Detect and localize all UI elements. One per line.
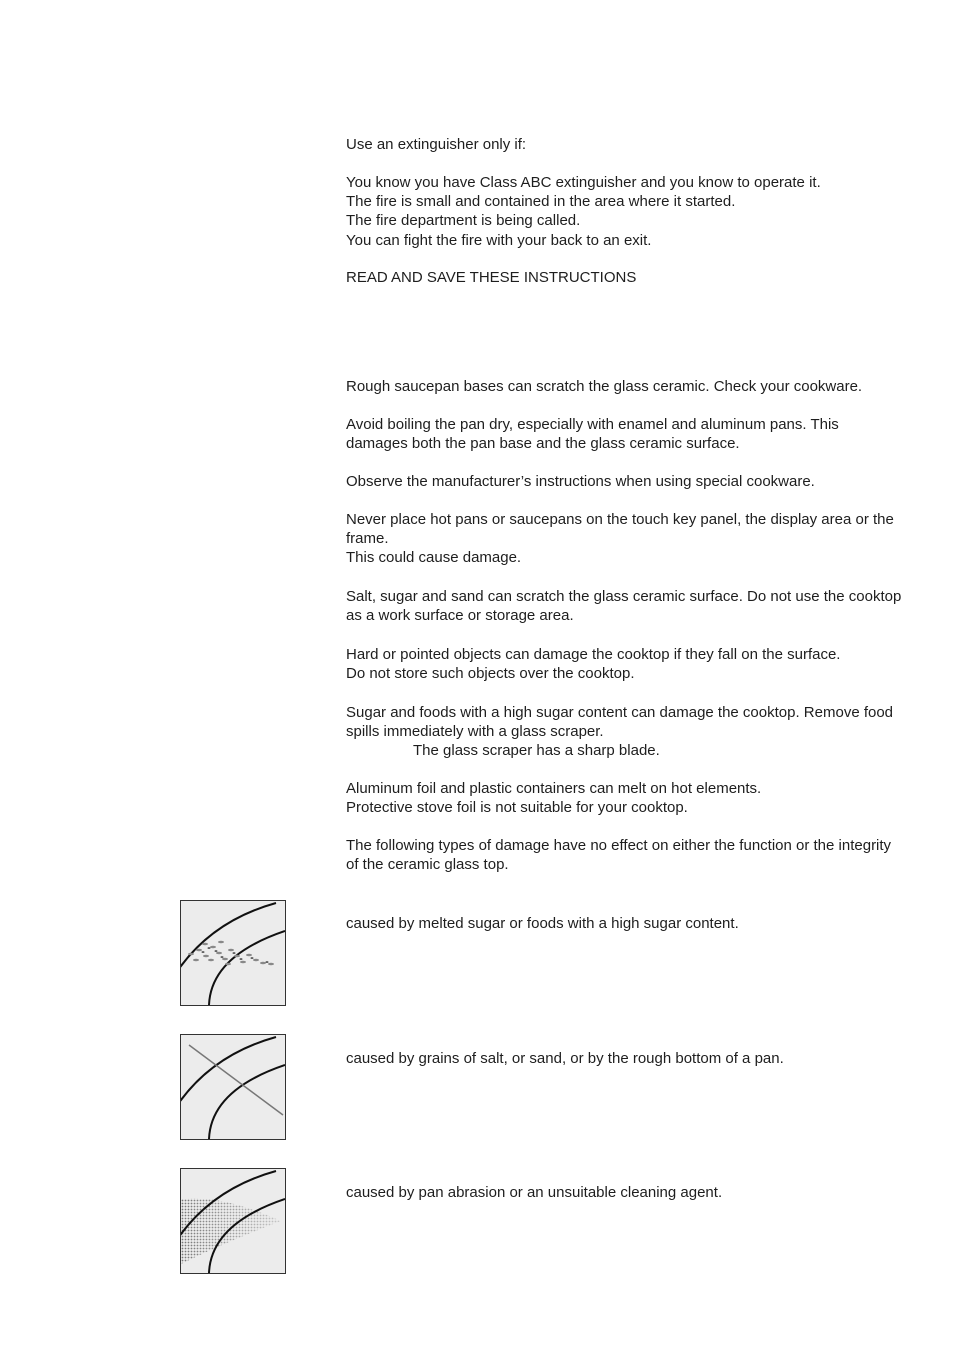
condition-item: You can fight the fire with your back to an exit.: [346, 231, 652, 249]
scraper-note: The glass scraper has a sharp blade.: [413, 742, 660, 760]
scratch-line-icon: [180, 1034, 286, 1140]
extinguisher-conditions: [346, 173, 931, 250]
boil-dry-paragraph: Avoid boiling the pan dry, especially with enamel and aluminum pans. This damages both the pan base and the glass ceramic surface.: [346, 416, 839, 453]
melted-sugar-spots-icon: [180, 900, 286, 1006]
foil-paragraph: Aluminum foil and plastic containers can melt on hot elements. Protective stove foil is not suitable for your cooktop.: [346, 780, 762, 817]
rough-bases-paragraph: Rough saucepan bases can scratch the glass ceramic. Check your cookware.: [346, 378, 863, 395]
special-cookware-paragraph: Observe the manufacturer’s instructions when using special cookware.: [346, 473, 815, 490]
hard-objects-paragraph: Hard or pointed objects can damage the cooktop if they fall on the surface. Do not store such objects over the cooktop.: [346, 646, 841, 683]
condition-item: The fire department is being called.: [346, 212, 581, 230]
hot-pans-paragraph: Never place hot pans or saucepans on the touch key panel, the display area or the frame. This could cause damage.: [346, 511, 894, 567]
damage-caption: caused by melted sugar or foods with a high sugar content.: [346, 915, 739, 932]
salt-sugar-sand-paragraph: Salt, sugar and sand can scratch the glass ceramic surface. Do not use the cooktop as a work surface or storage area.: [346, 588, 902, 625]
damage-caption: caused by grains of salt, or sand, or by the rough bottom of a pan.: [346, 1050, 784, 1067]
condition-item: The fire is small and contained in the area where it started.: [346, 193, 736, 211]
no-effect-paragraph: The following types of damage have no effect on either the function or the integrity of the ceramic glass top.: [346, 837, 892, 874]
extinguisher-intro: Use an extinguisher only if:: [346, 136, 527, 153]
condition-item: You know you have Class ABC extinguisher and you know to operate it.: [346, 174, 821, 191]
save-instructions-notice: READ AND SAVE THESE INSTRUCTIONS: [346, 269, 637, 286]
damage-caption: caused by pan abrasion or an unsuitable cleaning agent.: [346, 1184, 723, 1201]
abrasion-patch-icon: [180, 1168, 286, 1274]
sugar-foods-paragraph: Sugar and foods with a high sugar content can damage the cooktop. Remove food spills immediately with a glass scraper. The glass scraper has a sharp blade.: [346, 703, 931, 761]
